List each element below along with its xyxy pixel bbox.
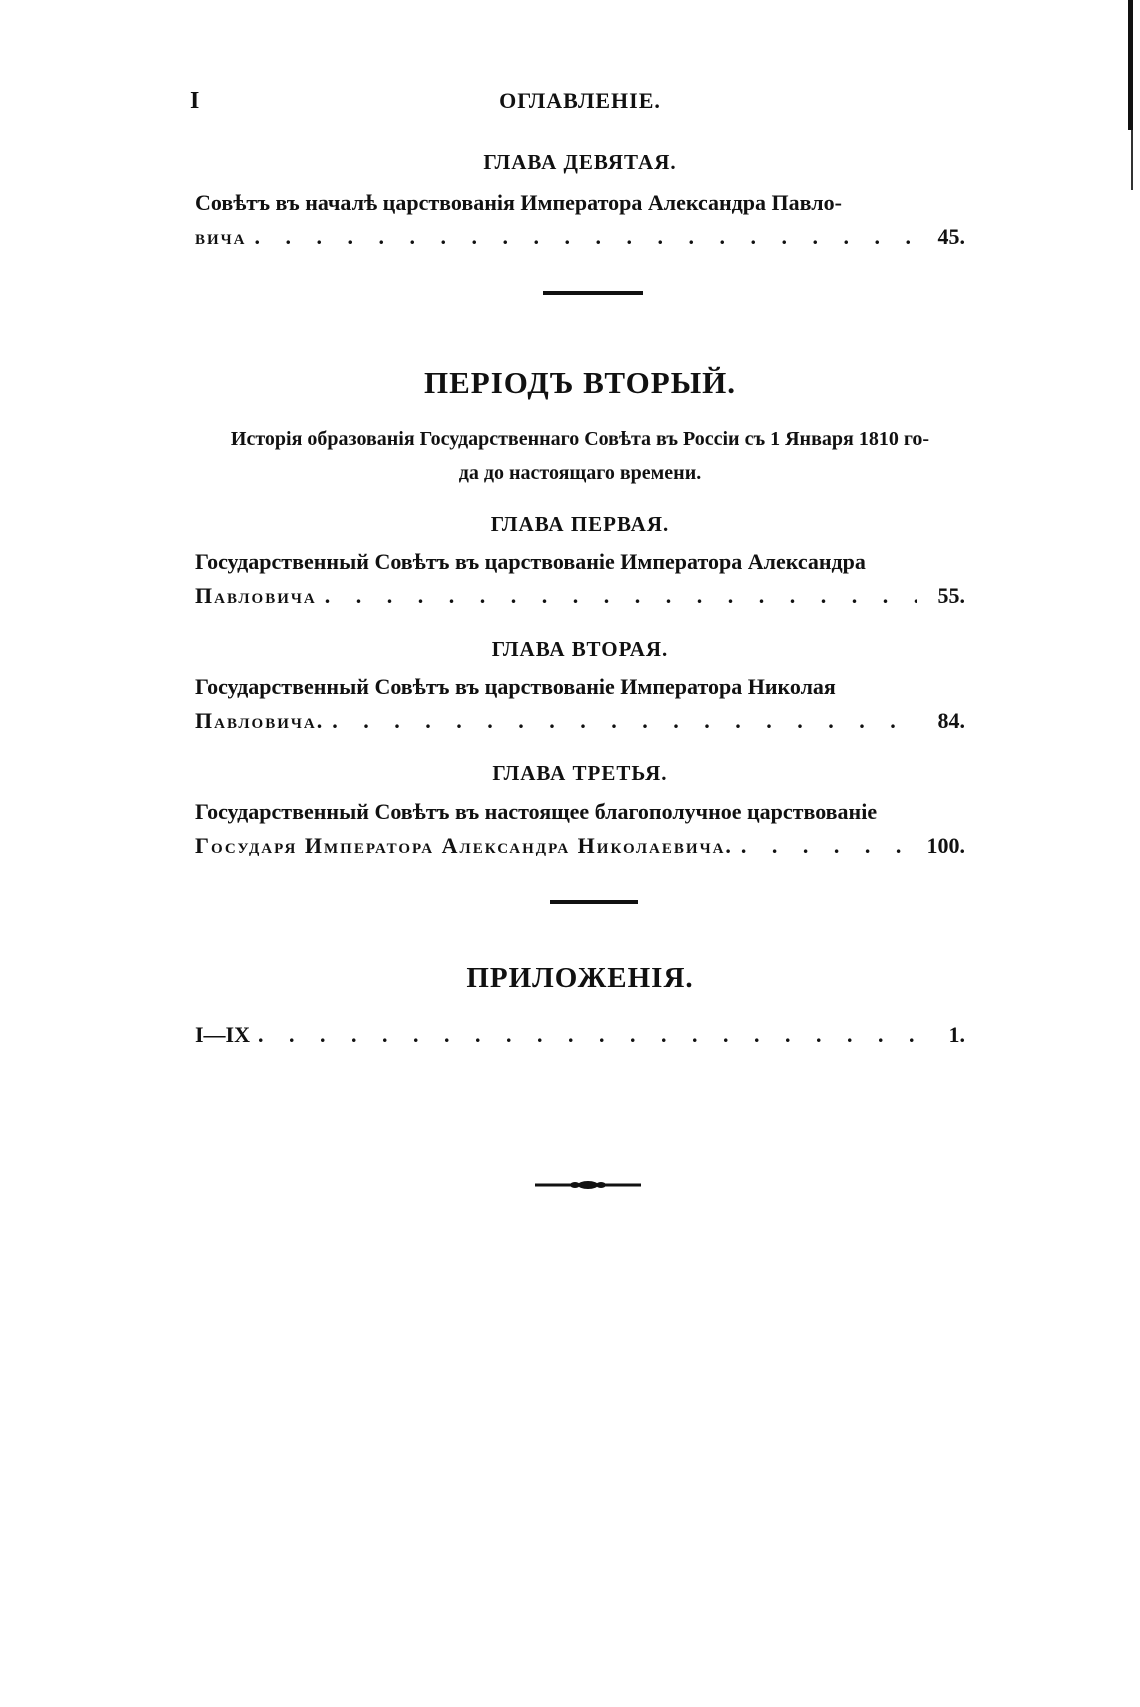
entry-leader-line [195,220,965,254]
entry-title: Государственный Совѣтъ въ царствованіе Императора Николая [195,674,836,699]
chapter-heading: ГЛАВА ВТОРАЯ. [491,637,669,661]
entry-leader-line [195,1018,965,1052]
dot-leader [325,579,917,613]
period-title: ПЕРІОДЪ ВТОРЫЙ. [423,365,737,400]
page-title: ОГЛАВЛЕНІЕ. [499,88,661,113]
page-edge-shadow [1131,130,1133,190]
page-number: I [190,88,200,114]
period-subtitle-line: Исторія образованія Государственнаго Совѣта въ Россіи съ 1 Января 1810 го- [230,428,930,450]
entry-title: Государственный Совѣтъ въ настоящее благополучное царствованіе [195,799,878,824]
entry-leader-line [195,579,965,613]
entry-title-continuation: Павловича [195,583,317,608]
entry-title: Государственный Совѣтъ въ царствованіе Императора Александра [195,549,866,574]
appendices-title: ПРИЛОЖЕНІЯ. [466,962,694,994]
page-reference: 100. [926,833,965,858]
chapter-heading: ГЛАВА ДЕВЯТАЯ. [483,150,677,174]
toc-entry [195,795,965,863]
end-ornament-icon [535,1180,641,1190]
dot-leader [258,1018,917,1052]
dot-leader [255,220,917,254]
toc-entry [195,1018,965,1052]
entry-leader-line [195,704,965,738]
page-reference: 55. [937,583,965,608]
chapter-heading: ГЛАВА ПЕРВАЯ. [490,512,670,536]
section-divider [550,900,638,904]
entry-title: Совѣтъ въ началѣ царствованія Императора Александра Павло- [195,190,842,215]
toc-entry [195,186,965,254]
section-divider [543,291,643,295]
entry-title-continuation: Государя Императора Александра Николаевича. [195,833,733,858]
entry-title-continuation: вича [195,224,247,249]
toc-entry [195,670,965,738]
entry-leader-line [195,829,965,863]
entry-title-continuation: Павловича. [195,708,325,733]
period-subtitle [195,422,965,490]
page-reference: 1. [948,1022,965,1047]
toc-entry [195,545,965,613]
period-subtitle-line: да до настоящаго времени. [458,462,702,484]
entry-title: I—IX [195,1022,251,1047]
page-reference: 84. [937,708,965,733]
running-head [190,88,970,118]
page-edge-shadow [1128,0,1133,130]
dot-leader [741,829,917,863]
chapter-heading: ГЛАВА ТРЕТЬЯ. [492,761,668,785]
page-reference: 45. [937,224,965,249]
dot-leader [332,704,917,738]
